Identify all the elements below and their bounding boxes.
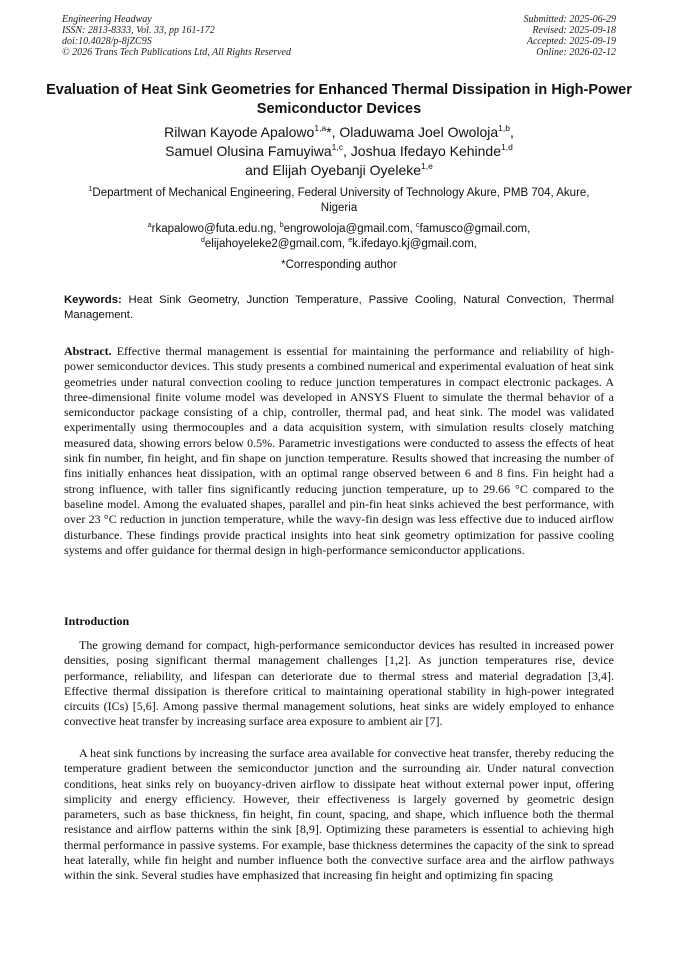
journal-header-left: [62, 14, 291, 58]
paper-title: Evaluation of Heat Sink Geometries for Enhanced Thermal Dissipation in High-Power Semiconductor Devices: [46, 82, 632, 117]
authors-and: and: [245, 162, 269, 178]
revised-date: Revised: 2025-09-18: [532, 25, 616, 36]
email-sup: a: [147, 222, 152, 229]
email-sup: c: [416, 222, 420, 229]
email-address[interactable]: famusco@gmail.com,: [419, 223, 531, 235]
author-affil-sup: 1,e: [421, 161, 433, 171]
email-sup: d: [201, 237, 205, 244]
keywords-label: Keywords:: [64, 294, 122, 306]
keywords-block: [64, 293, 614, 322]
copyright-line: © 2026 Trans Tech Publications Ltd, All Rights Reserved: [62, 47, 291, 58]
email-address[interactable]: k.ifedayo.kj@gmail.com,: [352, 238, 477, 250]
author-affil-sup: 1,c: [331, 142, 343, 152]
email-address[interactable]: rkapalowo@futa.edu.ng,: [151, 223, 280, 235]
submitted-date: Submitted: 2025-06-29: [523, 14, 616, 25]
accepted-date: Accepted: 2025-09-19: [526, 36, 616, 47]
author-separator: ,: [343, 143, 351, 159]
introduction-heading: Introduction: [64, 614, 130, 628]
author-affil-sup: 1,b: [498, 123, 510, 133]
author-name: Samuel Olusina Famuyiwa: [165, 143, 332, 159]
journal-name: Engineering Headway: [62, 14, 152, 25]
email-sup: b: [279, 222, 284, 229]
author-affil-sup: 1,a: [314, 123, 327, 133]
author-separator: *,: [326, 124, 340, 140]
author-name: Oladuwama Joel Owoloja: [339, 124, 499, 140]
abstract-label: Abstract.: [64, 344, 112, 358]
email-address[interactable]: elijahoyeleke2@gmail.com,: [204, 238, 349, 250]
corresponding-author-note: *Corresponding author: [281, 259, 397, 271]
abstract-block: [64, 344, 614, 558]
abstract-text: Effective thermal management is essential for maintaining the performance and reliability of high-power semiconductor devices. This study presents a combined numerical and experimental evaluation of heat sink geometries under natural convection cooling to reduce junction temperatures in compact electronic packages. A three-dimensional finite volume model was developed in ANSYS Fluent to simulate the thermal behavior of a semiconductor package consisting of a chip, controller, thermal pad, and heat sink. The model was validated experimentally using thermocouples and a data acquisition system, with simulation results closely matching measured data, showing errors below 0.5%. Parametric investigations were conducted to assess the effects of heat sink fin number, fin height, and fin shape on junction temperature. Results showed that increasing the number of fins initially enhances heat dissipation, with an optimal range observed between 6 and 8 fins. Fin height had a strong influence, with taller fins significantly reducing junction temperature, up to 29.66 °C compared to the baseline model. Among the evaluated shapes, parallel and pin-fin heat sinks achieved the best performance, with over 23 °C reduction in junction temperature, while the wavy-fin design was less effective due to induced airflow disturbance. These findings provide practical insights into heat sink geometry optimization for passive cooling systems and offer guidance for thermal design in high-performance semiconductor applications.: [64, 344, 614, 557]
affiliation-sup: 1: [88, 186, 93, 193]
author-name: Joshua Ifedayo Kehinde: [350, 143, 502, 159]
email-sup: e: [348, 237, 353, 244]
affiliation: [70, 186, 608, 216]
author-name: Rilwan Kayode Apalowo: [164, 124, 315, 140]
affiliation-text: Department of Mechanical Engineering, Federal University of Technology Akure, PMB 704, Akure, Nigeria: [92, 187, 590, 214]
author-name: Elijah Oyebanji Oyeleke: [272, 162, 422, 178]
introduction-paragraph: The growing demand for compact, high-performance semiconductor devices has resulted in increased power densities, posing significant thermal management challenges [1,2]. As junction temperatures rise, device performance, reliability, and lifespan can deteriorate due to thermal stress and material degradation [3,4]. Effective thermal dissipation is therefore critical to maintaining operational stability in high-power integrated circuits (ICs) [5,6]. Among passive thermal management solutions, heat sinks are widely employed to enhance convective heat transfer by increasing surface area exposure to ambient air [7].: [64, 638, 614, 729]
email-list: [70, 222, 608, 252]
author-separator: ,: [509, 124, 514, 140]
introduction-paragraph: A heat sink functions by increasing the surface area available for convective heat transfer, thereby reducing the temperature gradient between the semiconductor junction and the surrounding air. Under natural convection conditions, heat sinks rely on buoyancy-driven airflow to dissipate heat without external power input, offering simplicity and energy efficiency. However, their effectiveness is largely governed by geometric design parameters, such as base thickness, fin height, fin count, spacing, and shape, which influence both the thermal resistance and airflow patterns within the sink [8,9]. Optimizing these parameters is essential to achieving high thermal performance in passive systems. For example, base thickness determines the capacity of the sink to spread heat laterally, while fin height and number influence both the convective surface area and the airflow pathways within the sink. Several studies have emphasized that increasing fin height and optimizing fin spacing: [64, 746, 614, 883]
author-affil-sup: 1,d: [501, 142, 513, 152]
journal-header-right: [524, 14, 617, 58]
email-address[interactable]: engrowoloja@gmail.com,: [283, 223, 417, 235]
author-list: [50, 123, 628, 180]
keywords-text: Heat Sink Geometry, Junction Temperature, Passive Cooling, Natural Convection, Thermal Management.: [64, 294, 614, 321]
online-date: Online: 2026-02-12: [536, 47, 616, 58]
issn-line: ISSN: 2813-8333, Vol. 33, pp 161-172: [62, 25, 215, 36]
doi-line: doi:10.4028/p-8jZC9S: [62, 36, 152, 47]
